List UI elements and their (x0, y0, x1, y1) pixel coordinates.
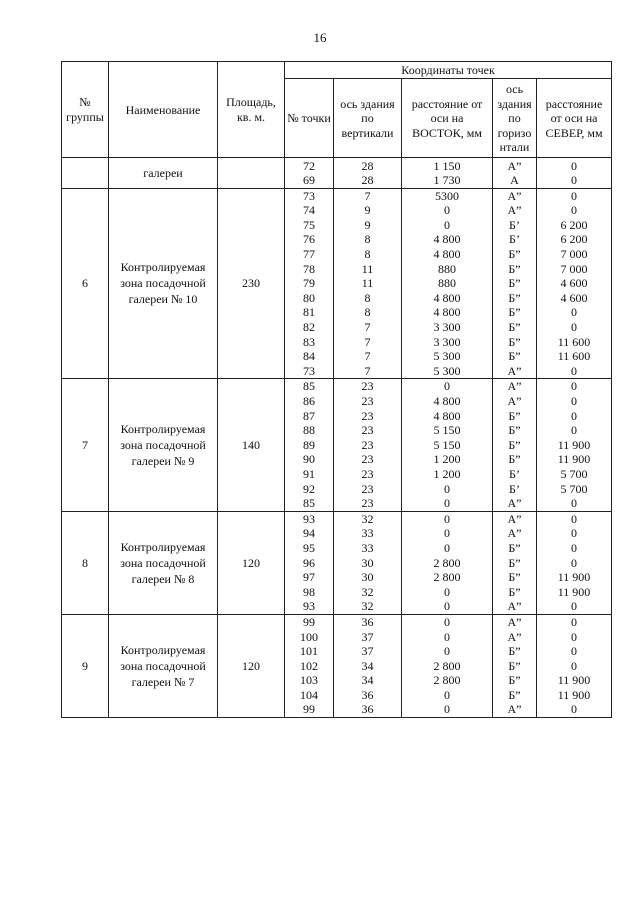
distance-east: 0 (402, 203, 493, 218)
distance-north: 11 900 (537, 438, 612, 453)
distance-east: 4 800 (402, 394, 493, 409)
point-number: 104 (285, 688, 334, 703)
axis-vertical: 23 (334, 496, 402, 511)
distance-north: 11 600 (537, 335, 612, 350)
axis-vertical: 23 (334, 481, 402, 496)
distance-north: 4 600 (537, 276, 612, 291)
axis-vertical: 23 (334, 379, 402, 394)
distance-north: 0 (537, 320, 612, 335)
group-area-cell: 230 (218, 188, 285, 379)
point-number: 78 (285, 262, 334, 277)
point-number: 93 (285, 511, 334, 526)
distance-east: 0 (402, 599, 493, 614)
axis-vertical: 7 (334, 188, 402, 203)
axis-horizontal: Б” (493, 688, 537, 703)
header-coordinates: Координаты точек (285, 62, 612, 79)
distance-east: 4 800 (402, 409, 493, 424)
point-number: 80 (285, 291, 334, 306)
distance-north: 0 (537, 526, 612, 541)
point-number: 74 (285, 203, 334, 218)
distance-north: 4 600 (537, 291, 612, 306)
point-number: 90 (285, 452, 334, 467)
point-number: 94 (285, 526, 334, 541)
distance-east: 4 800 (402, 305, 493, 320)
axis-vertical: 33 (334, 526, 402, 541)
axis-horizontal: Б’ (493, 218, 537, 233)
header-distance-east: расстояние от оси на ВОСТОК, мм (402, 79, 493, 158)
axis-horizontal: Б” (493, 585, 537, 600)
distance-east: 2 800 (402, 555, 493, 570)
distance-north: 0 (537, 511, 612, 526)
point-number: 101 (285, 644, 334, 659)
distance-north: 7 000 (537, 262, 612, 277)
distance-east: 5 300 (402, 364, 493, 379)
distance-north: 11 900 (537, 452, 612, 467)
distance-north: 5 700 (537, 481, 612, 496)
distance-north: 11 900 (537, 673, 612, 688)
distance-east: 0 (402, 644, 493, 659)
axis-vertical: 32 (334, 599, 402, 614)
axis-horizontal: Б” (493, 305, 537, 320)
axis-horizontal: Б” (493, 423, 537, 438)
axis-vertical: 9 (334, 218, 402, 233)
distance-east: 1 730 (402, 173, 493, 188)
distance-east: 0 (402, 629, 493, 644)
distance-east: 2 800 (402, 659, 493, 674)
point-number: 89 (285, 438, 334, 453)
distance-east: 5300 (402, 188, 493, 203)
table-body (62, 158, 612, 718)
axis-horizontal: А” (493, 364, 537, 379)
axis-horizontal: Б” (493, 262, 537, 277)
distance-east: 0 (402, 688, 493, 703)
axis-horizontal: Б” (493, 570, 537, 585)
axis-vertical: 23 (334, 467, 402, 482)
axis-vertical: 8 (334, 291, 402, 306)
axis-vertical: 28 (334, 173, 402, 188)
header-area: Площадь, кв. м. (218, 62, 285, 158)
axis-vertical: 8 (334, 232, 402, 247)
point-number: 93 (285, 599, 334, 614)
point-number: 99 (285, 614, 334, 629)
axis-vertical: 30 (334, 555, 402, 570)
header-group: № группы (62, 62, 109, 158)
group-number-cell: 6 (62, 188, 109, 379)
distance-north: 7 000 (537, 247, 612, 262)
distance-east: 2 800 (402, 570, 493, 585)
group-number-cell (62, 158, 109, 188)
point-number: 85 (285, 379, 334, 394)
distance-east: 0 (402, 702, 493, 717)
distance-north: 0 (537, 379, 612, 394)
distance-north: 11 900 (537, 585, 612, 600)
axis-horizontal: Б” (493, 438, 537, 453)
table-row (62, 379, 612, 394)
point-number: 83 (285, 335, 334, 350)
distance-north: 0 (537, 629, 612, 644)
distance-north: 0 (537, 305, 612, 320)
table-row (62, 614, 612, 629)
distance-north: 0 (537, 541, 612, 556)
axis-vertical: 7 (334, 320, 402, 335)
point-number: 103 (285, 673, 334, 688)
axis-vertical: 36 (334, 614, 402, 629)
distance-east: 0 (402, 496, 493, 511)
axis-vertical: 37 (334, 644, 402, 659)
distance-north: 0 (537, 599, 612, 614)
distance-north: 0 (537, 394, 612, 409)
group-area-cell: 140 (218, 379, 285, 511)
point-number: 73 (285, 188, 334, 203)
distance-north: 6 200 (537, 232, 612, 247)
axis-vertical: 23 (334, 409, 402, 424)
axis-horizontal: Б’ (493, 467, 537, 482)
distance-east: 1 200 (402, 452, 493, 467)
axis-vertical: 32 (334, 511, 402, 526)
axis-horizontal: Б” (493, 541, 537, 556)
distance-east: 3 300 (402, 335, 493, 350)
distance-east: 0 (402, 379, 493, 394)
point-number: 96 (285, 555, 334, 570)
distance-east: 5 300 (402, 349, 493, 364)
distance-north: 0 (537, 423, 612, 438)
header-axis-horizontal: ось здания по горизо нтали (493, 79, 537, 158)
axis-vertical: 23 (334, 452, 402, 467)
axis-vertical: 8 (334, 247, 402, 262)
distance-north: 0 (537, 173, 612, 188)
coordinates-table (61, 61, 612, 718)
distance-east: 880 (402, 276, 493, 291)
header-point: № точки (285, 79, 334, 158)
group-name-cell: галереи (109, 158, 218, 188)
distance-north: 11 900 (537, 570, 612, 585)
table-header (62, 62, 612, 158)
axis-horizontal: Б” (493, 409, 537, 424)
axis-vertical: 7 (334, 349, 402, 364)
axis-vertical: 8 (334, 305, 402, 320)
distance-north: 6 200 (537, 218, 612, 233)
point-number: 73 (285, 364, 334, 379)
distance-east: 880 (402, 262, 493, 277)
axis-horizontal: Б’ (493, 232, 537, 247)
distance-east: 0 (402, 541, 493, 556)
point-number: 92 (285, 481, 334, 496)
group-number-cell: 9 (62, 614, 109, 717)
distance-east: 1 200 (402, 467, 493, 482)
distance-north: 0 (537, 702, 612, 717)
table-row (62, 511, 612, 526)
axis-vertical: 36 (334, 688, 402, 703)
distance-north: 0 (537, 496, 612, 511)
distance-east: 3 300 (402, 320, 493, 335)
point-number: 75 (285, 218, 334, 233)
point-number: 84 (285, 349, 334, 364)
distance-east: 2 800 (402, 673, 493, 688)
axis-horizontal: А (493, 173, 537, 188)
distance-east: 5 150 (402, 438, 493, 453)
distance-east: 5 150 (402, 423, 493, 438)
axis-vertical: 28 (334, 158, 402, 173)
axis-vertical: 9 (334, 203, 402, 218)
point-number: 77 (285, 247, 334, 262)
distance-east: 4 800 (402, 247, 493, 262)
header-axis-vertical: ось здания по вертикали (334, 79, 402, 158)
point-number: 69 (285, 173, 334, 188)
axis-horizontal: А” (493, 203, 537, 218)
point-number: 98 (285, 585, 334, 600)
axis-horizontal: Б” (493, 291, 537, 306)
distance-north: 0 (537, 555, 612, 570)
axis-horizontal: А” (493, 629, 537, 644)
axis-horizontal: А” (493, 188, 537, 203)
axis-horizontal: А” (493, 702, 537, 717)
point-number: 81 (285, 305, 334, 320)
distance-east: 0 (402, 585, 493, 600)
point-number: 91 (285, 467, 334, 482)
distance-north: 11 600 (537, 349, 612, 364)
axis-vertical: 32 (334, 585, 402, 600)
axis-horizontal: Б” (493, 335, 537, 350)
point-number: 85 (285, 496, 334, 511)
axis-horizontal: А” (493, 394, 537, 409)
table-row (62, 188, 612, 203)
distance-north: 0 (537, 644, 612, 659)
axis-horizontal: Б” (493, 320, 537, 335)
header-name: Наименование (109, 62, 218, 158)
point-number: 86 (285, 394, 334, 409)
axis-vertical: 33 (334, 541, 402, 556)
point-number: 88 (285, 423, 334, 438)
table-row (62, 158, 612, 173)
distance-north: 11 900 (537, 688, 612, 703)
group-name-cell: Контролируемая зона посадочной галереи № 7 (109, 614, 218, 717)
distance-east: 4 800 (402, 291, 493, 306)
axis-horizontal: Б” (493, 659, 537, 674)
axis-horizontal: Б’ (493, 481, 537, 496)
axis-vertical: 34 (334, 673, 402, 688)
axis-vertical: 11 (334, 276, 402, 291)
point-number: 79 (285, 276, 334, 291)
header-distance-north: расстояние от оси на СЕВЕР, мм (537, 79, 612, 158)
point-number: 72 (285, 158, 334, 173)
distance-east: 0 (402, 481, 493, 496)
axis-vertical: 11 (334, 262, 402, 277)
point-number: 76 (285, 232, 334, 247)
distance-east: 0 (402, 614, 493, 629)
point-number: 82 (285, 320, 334, 335)
distance-north: 0 (537, 364, 612, 379)
group-name-cell: Контролируемая зона посадочной галереи № 8 (109, 511, 218, 614)
point-number: 100 (285, 629, 334, 644)
group-name-cell: Контролируемая зона посадочной галереи № 10 (109, 188, 218, 379)
axis-horizontal: А” (493, 614, 537, 629)
distance-north: 5 700 (537, 467, 612, 482)
axis-vertical: 23 (334, 394, 402, 409)
axis-horizontal: Б” (493, 673, 537, 688)
axis-vertical: 37 (334, 629, 402, 644)
point-number: 87 (285, 409, 334, 424)
axis-horizontal: А” (493, 511, 537, 526)
distance-east: 0 (402, 511, 493, 526)
axis-horizontal: Б” (493, 349, 537, 364)
axis-vertical: 30 (334, 570, 402, 585)
distance-north: 0 (537, 158, 612, 173)
axis-vertical: 7 (334, 364, 402, 379)
point-number: 95 (285, 541, 334, 556)
axis-horizontal: Б” (493, 644, 537, 659)
distance-north: 0 (537, 203, 612, 218)
group-area-cell: 120 (218, 511, 285, 614)
axis-vertical: 7 (334, 335, 402, 350)
axis-horizontal: А” (493, 379, 537, 394)
group-number-cell: 8 (62, 511, 109, 614)
point-number: 99 (285, 702, 334, 717)
axis-vertical: 34 (334, 659, 402, 674)
distance-north: 0 (537, 614, 612, 629)
axis-horizontal: Б” (493, 452, 537, 467)
distance-north: 0 (537, 188, 612, 203)
group-area-cell: 120 (218, 614, 285, 717)
group-number-cell: 7 (62, 379, 109, 511)
page-number: 16 (313, 30, 327, 45)
point-number: 102 (285, 659, 334, 674)
point-number: 97 (285, 570, 334, 585)
axis-horizontal: А” (493, 496, 537, 511)
distance-east: 0 (402, 526, 493, 541)
axis-horizontal: Б” (493, 555, 537, 570)
axis-vertical: 23 (334, 438, 402, 453)
axis-vertical: 23 (334, 423, 402, 438)
distance-east: 0 (402, 218, 493, 233)
axis-horizontal: Б” (493, 276, 537, 291)
axis-horizontal: А” (493, 158, 537, 173)
distance-east: 4 800 (402, 232, 493, 247)
axis-vertical: 36 (334, 702, 402, 717)
distance-east: 1 150 (402, 158, 493, 173)
group-area-cell (218, 158, 285, 188)
distance-north: 0 (537, 659, 612, 674)
axis-horizontal: А” (493, 599, 537, 614)
axis-horizontal: А” (493, 526, 537, 541)
group-name-cell: Контролируемая зона посадочной галереи № 9 (109, 379, 218, 511)
distance-north: 0 (537, 409, 612, 424)
axis-horizontal: Б” (493, 247, 537, 262)
